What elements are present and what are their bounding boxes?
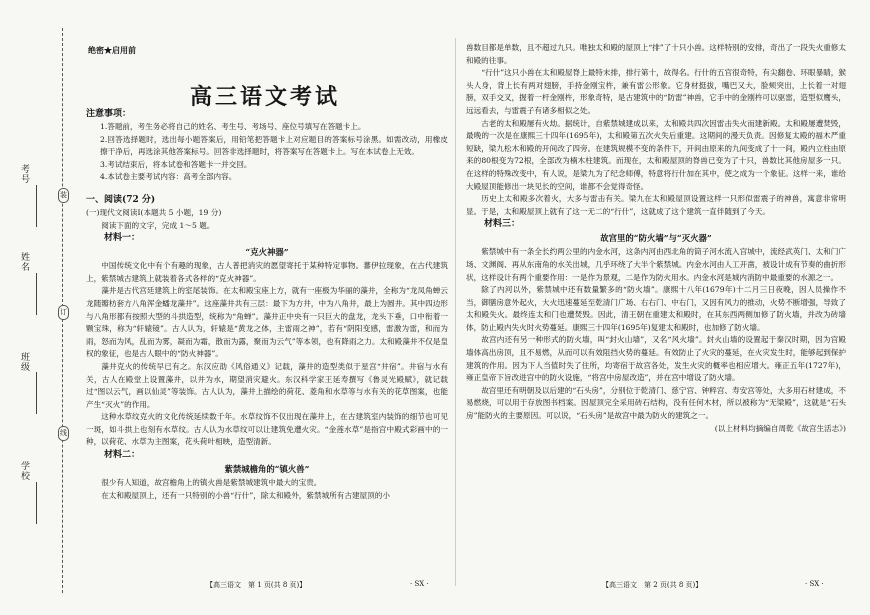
name-label: 姓名 [19, 252, 29, 272]
section-heading: 一、阅读(72 分) [86, 194, 156, 205]
notice-list [86, 121, 448, 184]
page-divider [455, 38, 456, 586]
paragraph: 除了内河以外，紫禁城中还有数量繁多的“防火墙”。康熙十八年(1679年)十二月三日夜晚，因人员操作不当，御膳房意外起火，大火迅速蔓延至乾清门广场、右右门、中右门，又因有风力的推动，火势不断增强，导致了太和殿失火。最终连太和门也遭焚毁。因此，清王朝在重建太和殿时，在其东西两侧加修了防火墙，并改为砖墙体，防止殿内失火时火势蔓延。康熙三十四年(1695年)复建太和殿时，也加修了防火墙。 [466, 285, 846, 332]
class-label: 班级 [19, 352, 29, 372]
paragraph: 古老的太和殿屡有火劫。据统计，自紫禁城建成以来，太和殿共四次因雷击失火而建新殿。太和殿屡遭焚毁，最晚的一次是在康熙三十四年(1695年)，太和殿第五次火失后重建。这期间的漫天负责。因修复太殿的福木严重短缺，梁九松木和殿的开间改了四旁。在建筑规模不变的条件下，开间由原来的九间变成了十一间，殿内立柱由原来的80根变为72根，全部改为楠木柱建筑。而现在，太和殿屋顶的脊兽已变为了十只，兽数比其他房屋多一只。在这样的特殊改变中，有人说，是梁九为了纪念师傅，特意将行什加在其中，使之成为一个象征。这样一来，谁给大殿屋顶能修出一块见长的空间，谁都不会觉得奇怪。 [466, 118, 846, 191]
footer-code-right: · SX · [805, 580, 824, 588]
secret-label: 绝密★启用前 [88, 45, 136, 55]
notice-item: 2.回答选择题时，选出每小题答案后，用铅笔把答题卡上对应题目的答案标号涂黑。如需改动，用橡皮擦干净后，再选涂其他答案标号。回答非选择题时，将答案写在答题卡上。写在本试卷上无效。 [100, 134, 448, 157]
school-label: 学校 [19, 461, 29, 481]
seal-mark: 订 [58, 305, 69, 320]
material-title: “克火神器” [245, 247, 289, 258]
binding-margin [0, 0, 72, 615]
material-title: 故宫里的“防火墙”与“灭火器” [600, 233, 712, 244]
seal-mark: 装 [58, 188, 69, 203]
paragraph: 在太和殿屋顶上，还有一只特别的小兽“行什”，除太和殿外，紫禁城所有古建屋顶的小 [101, 490, 390, 500]
paragraph: 这种水草纹克火的文化传统延续数千年。水草纹饰不仅出现在藻井上，在古建筑室内装饰的细节也可见一斑，如斗拱上也刻有水草纹。古人认为水草纹可以让建筑免遭火灾。“金莲水草”是指宫中殿式彩画中的一种，以荷花、水草为主图案，花头荷叶相映，造型清新。 [86, 412, 448, 447]
paragraph: 藻井是古代宫廷建筑上的室尾装饰。在太和殿宝座上方，就有一座极为华丽的藻井，全称为“龙凤角蝉云龙随瓣枋套方八角浑金蟠龙藻井”。这座藻井共有三层：最下为方井，中为八角井，最上为圆井。其中四边形与八角形都有按照大型的斗拱造型，统称为“角蝉”。藻井正中央有一只巨大的盘龙，龙头下垂，口中衔着一颗宝珠，称为“轩辕镜”。古人认为，轩辕是“黄龙之体，主雷雨之神”，若有“阴阳变感，雷激为雷，和而为雨，怒而为风，乱而为雾，凝而为霜，散而为露，聚而为云气”等本领，也有降雨之力。太和殿藻井不仅是皇权的象征，也是古人眼中的“防火神器”。 [86, 286, 448, 359]
left-column [86, 108, 448, 502]
notice-item: 3.考试结束后，将本试卷和答题卡一并交回。 [100, 159, 252, 169]
footer-page-right: 【高三语文 第 2 页(共 8 页)】 [602, 581, 703, 589]
paragraph: 兽数目都是单数，且不超过九只。唯独太和殿的屋顶上“排”了十只小兽。这样特别的安排，奇出了一段失火重修太和殿的往事。 [466, 43, 846, 65]
paragraph: 藻井克火的传统早已有之。东汉应劭《风俗通义》记载，藻井的造型类似于星宫“井宿”。井宿与水有关，古人在殿堂上设置藻井，以井为水，期望消灾避火。东汉科学家王延寿撰写《鲁灵光殿赋》，就记载过“图以云气，画以仙灵”等装饰。古人认为，藻井上描绘的荷花、菱角和水草等与水有关的花草图案，也能产生“灭火”的作用。 [86, 361, 448, 409]
material-label: 材料一： [104, 233, 141, 244]
right-column [466, 42, 846, 435]
paragraph: 故宫内还有另一种形式的防火墙，叫“封火山墙”，又名“风火墙”。封火山墙的设置起于秦汉时期，因为宫殿墙体高出房顶，且不易燃，从而可以有效阻挡火势的蔓延。有效防止了火灾的蔓延，在火灾发生时，能够起到保护建筑的作用。因为下人当值时失了住所，均寄宿于故宫各处，发生火灾的概率也相应增大。雍正五年(1727年)，雍正皇帝下旨改进宫中的防火设施，“将宫中房屋改造”，并在宫中增设了防火墙。 [466, 335, 846, 383]
exam-title: 高三语文考试 [190, 85, 341, 110]
footer-code-left: · SX · [410, 580, 429, 588]
material-title: 紫禁城檐角的“镇火兽” [224, 464, 310, 475]
notice-item: 1.答题前，考生务必将自己的姓名、考生号、考场号、座位号填写在答题卡上。 [100, 122, 366, 131]
subsection-heading: (一)现代文阅读Ⅰ(本题共 5 小题，19 分) [86, 207, 222, 217]
paragraph: 历史上太和殿多次着火，大多与雷击有关。梁九在太和殿屋顶设置这样一只形似雷震子的神兽，寓意非常明显。于是，太和殿屋顶上就有了这一无二的“行什”，这就成了这个建筑一直伴随到了今天。 [466, 194, 846, 216]
instruction: 阅读下面的文字，完成 1～5 题。 [101, 220, 215, 230]
class-line [36, 372, 37, 414]
name-line [36, 273, 37, 315]
seal-mark: 线 [58, 426, 69, 441]
footer-page-left: 【高三语文 第 1 页(共 8 页)】 [206, 581, 307, 589]
school-line [36, 482, 37, 524]
exam-no-line [36, 185, 37, 227]
paragraph: 故宫里还有明朝及以后建的“石头房”，分别位于乾清门、慈宁宫、钟粹宫、寿安宫等处，大多用石材建成，不易燃烧，可以用于存放图书档案。因屋顶完全采用砖石结构，没有任何木材，所以被称为“无梁殿”，这就是“石头房”能防火的主要原因。可以说，“石头房”是故宫中最为防火的建筑之一。 [466, 385, 846, 421]
notice-heading: 注意事项： [86, 109, 132, 119]
notice-item: 4.本试卷主要考试内容：高考全部内容。 [100, 172, 237, 182]
material-label: 材料二： [104, 450, 141, 461]
paragraph: 中国传统文化中有个有趣的现象，古人普把消灾的愿望寄托于某种特定事物。蕃伊拉现象，在古代建筑上，紫禁城古建筑上就装着各式各样的“克火神器”。 [86, 261, 448, 283]
source-note: (以上材料均摘编自周乾《故宫生活志》) [714, 423, 846, 433]
exam-no-label: 考号 [19, 164, 29, 184]
paragraph: “行什”这只小兽在太和殿屋脊上最特末排，排行第十，故得名。行什的五官很奇特，有尖翻卷、环眼暴睛，猴头人身，背上长有两对翅膀，手持金刚宝杵，兼有雷公形象。它身材挺拔，嘴巴又大，脸颊突出，上长着一对翅膀，双手交叉，握着一杆金刚杵，形象奇特，是古建筑中的“防雷”神兽，它手中的金刚杵可以驱雷，造型似鹰头，远远看去，与雷震子有诸多相似之处。 [466, 68, 846, 115]
paragraph: 很少有人知道，故宫檐角上的镇火兽是紫禁城建筑中最大的宝贵。 [101, 478, 322, 488]
paragraph: 紫禁城中有一条全长约两公里的内金水河，这条内河由西北角的筒子河水流入宫城中，流经武英门、太和门广场、文渊阁、再从东南角的水关出城，几乎环绕了大半个紫禁城。内金水河由人工开凿，被设计成有节奏的曲折形状，这样设计有两个重要作用：一是作为景观，二是作为防火用水。内金水河是城内消防中最重要的水源之一。 [466, 247, 846, 282]
material-label: 材料三： [484, 219, 521, 230]
